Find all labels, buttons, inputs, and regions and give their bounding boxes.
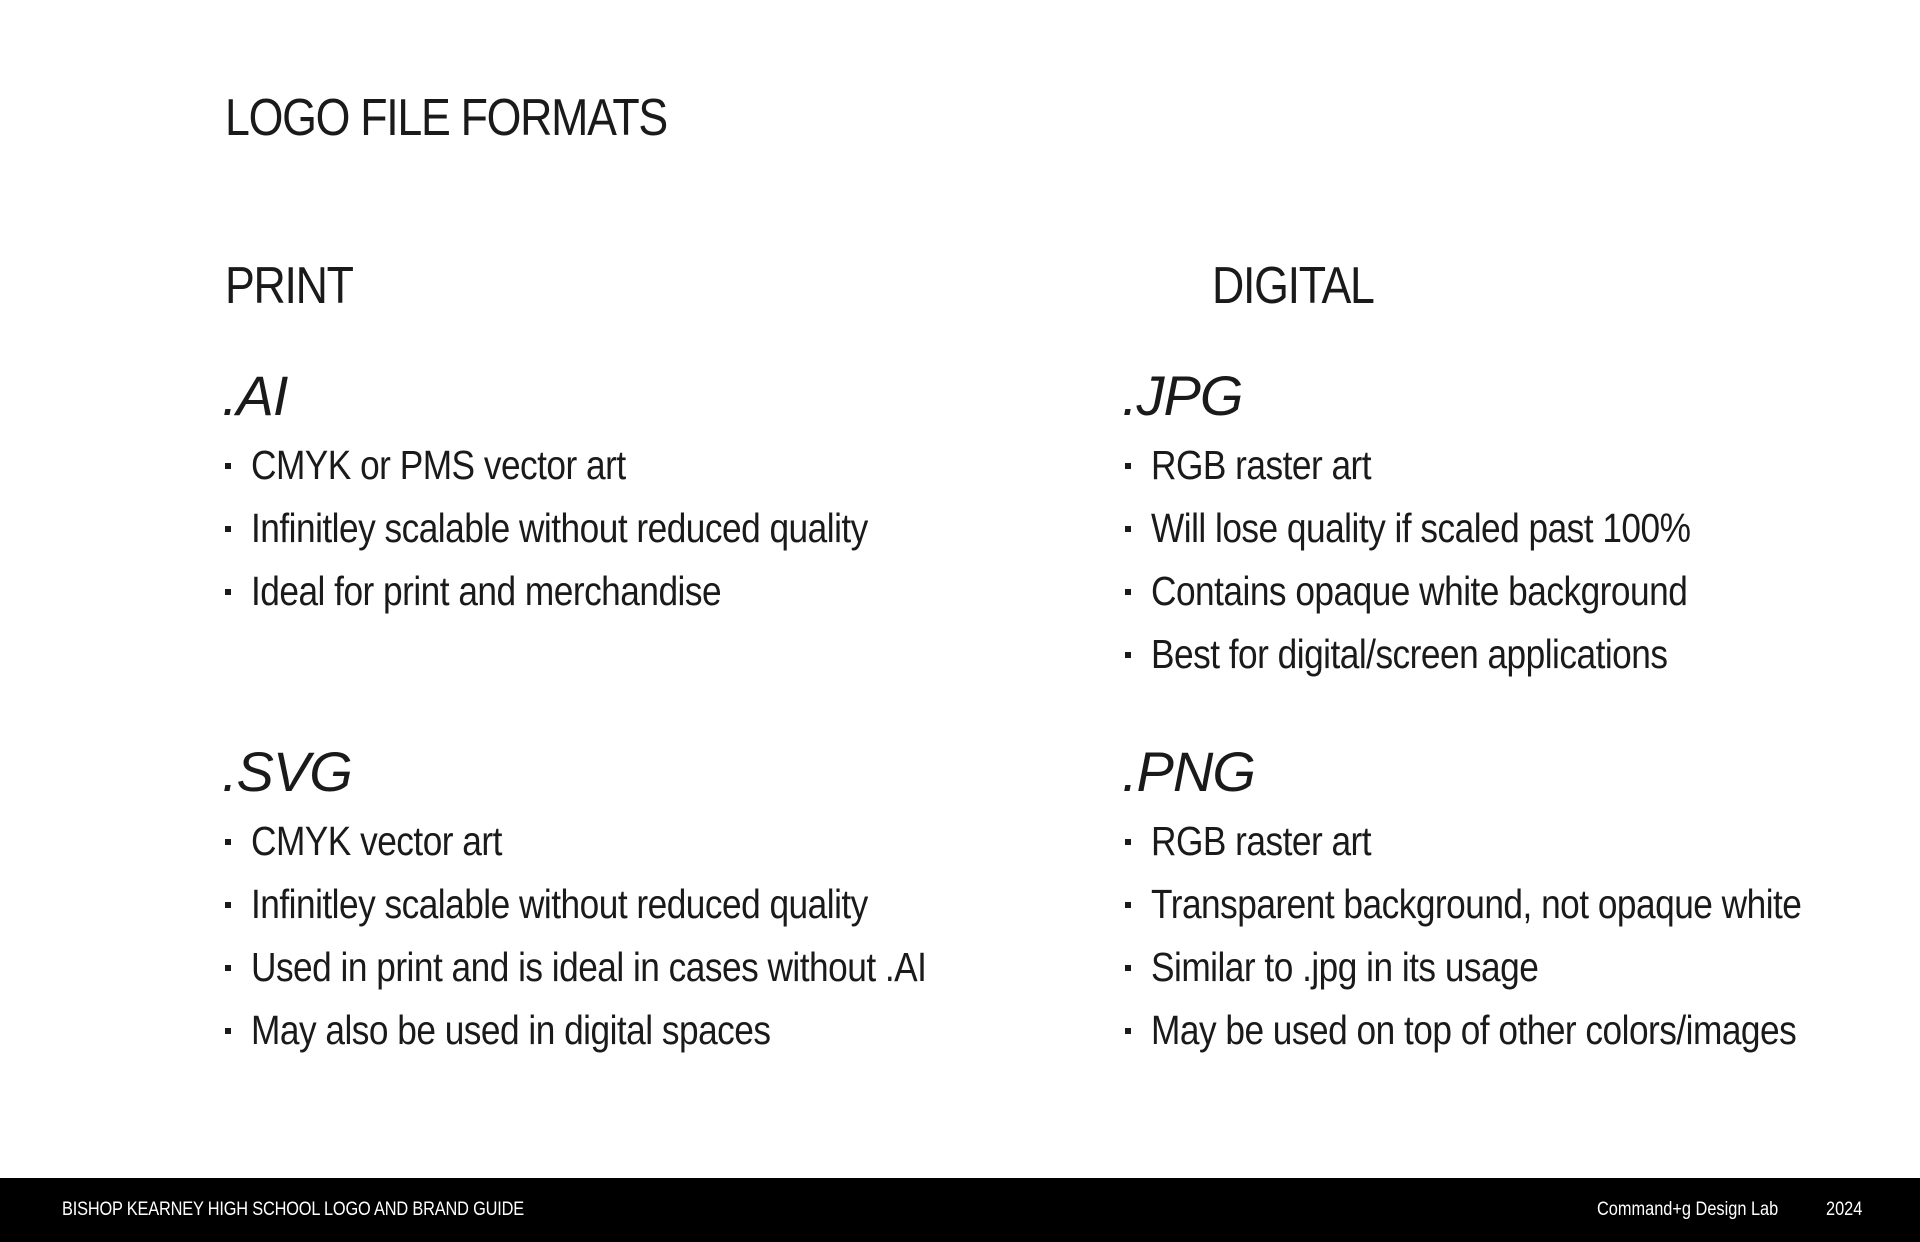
list-item (1122, 497, 1778, 560)
footer-bar (0, 1178, 1920, 1242)
svg-format-section (222, 740, 1036, 1062)
footer-year: 2024 (1826, 1199, 1863, 1220)
bullet-icon (225, 463, 231, 469)
bullet-icon (1125, 589, 1131, 595)
list-item-text: Best for digital/screen applications (1151, 631, 1668, 677)
bullet-icon (1125, 902, 1131, 908)
bullet-icon (225, 902, 231, 908)
bullet-icon (225, 965, 231, 971)
jpg-format-section (1122, 364, 1778, 686)
list-item-text: Used in print and is ideal in cases without .AI (251, 944, 927, 990)
list-item-text: Ideal for print and merchandise (251, 568, 722, 614)
ai-format-name: .AI (222, 364, 288, 427)
list-item (222, 497, 968, 560)
bullet-icon (1125, 652, 1131, 658)
bullet-icon (1125, 965, 1131, 971)
bullet-icon (1125, 526, 1131, 532)
bullet-icon (225, 1028, 231, 1034)
list-item-text: Contains opaque white background (1151, 568, 1688, 614)
list-item-text: Transparent background, not opaque white (1151, 881, 1802, 927)
footer-guide-title: BISHOP KEARNEY HIGH SCHOOL LOGO AND BRAND GUIDE (62, 1199, 524, 1220)
list-item (1122, 434, 1778, 497)
jpg-format-name: .JPG (1122, 364, 1243, 427)
bullet-icon (1125, 463, 1131, 469)
list-item (1122, 873, 1907, 936)
list-item-text: RGB raster art (1151, 818, 1372, 864)
ai-format-section (222, 364, 968, 623)
svg-format-name: .SVG (222, 740, 352, 803)
list-item (1122, 936, 1907, 999)
list-item-text: CMYK vector art (251, 818, 502, 864)
bullet-icon (1125, 839, 1131, 845)
list-item-text: May also be used in digital spaces (251, 1007, 771, 1053)
list-item-text: Infinitley scalable without reduced quality (251, 881, 868, 927)
bullet-icon (1125, 1028, 1131, 1034)
list-item (1122, 999, 1907, 1062)
footer-studio-name: Command+g Design Lab (1597, 1199, 1779, 1220)
list-item-text: May be used on top of other colors/images (1151, 1007, 1797, 1053)
list-item (222, 810, 1036, 873)
digital-heading: DIGITAL (1212, 257, 1374, 315)
png-format-section (1122, 740, 1907, 1062)
list-item (1122, 560, 1778, 623)
svg-format-list (222, 810, 1036, 1062)
bullet-icon (225, 839, 231, 845)
list-item-text: Infinitley scalable without reduced quality (251, 505, 868, 551)
list-item-text: Similar to .jpg in its usage (1151, 944, 1539, 990)
list-item (222, 560, 968, 623)
bullet-icon (225, 526, 231, 532)
list-item (222, 936, 1036, 999)
png-format-list (1122, 810, 1907, 1062)
print-heading: PRINT (225, 257, 353, 315)
page-title: LOGO FILE FORMATS (225, 89, 667, 147)
png-format-name: .PNG (1122, 740, 1255, 803)
list-item-text: CMYK or PMS vector art (251, 442, 626, 488)
list-item-text: RGB raster art (1151, 442, 1372, 488)
list-item-text: Will lose quality if scaled past 100% (1151, 505, 1691, 551)
list-item (222, 434, 968, 497)
list-item (222, 873, 1036, 936)
list-item (1122, 810, 1907, 873)
jpg-format-list (1122, 434, 1778, 686)
list-item (1122, 623, 1778, 686)
list-item (222, 999, 1036, 1062)
ai-format-list (222, 434, 968, 623)
bullet-icon (225, 589, 231, 595)
